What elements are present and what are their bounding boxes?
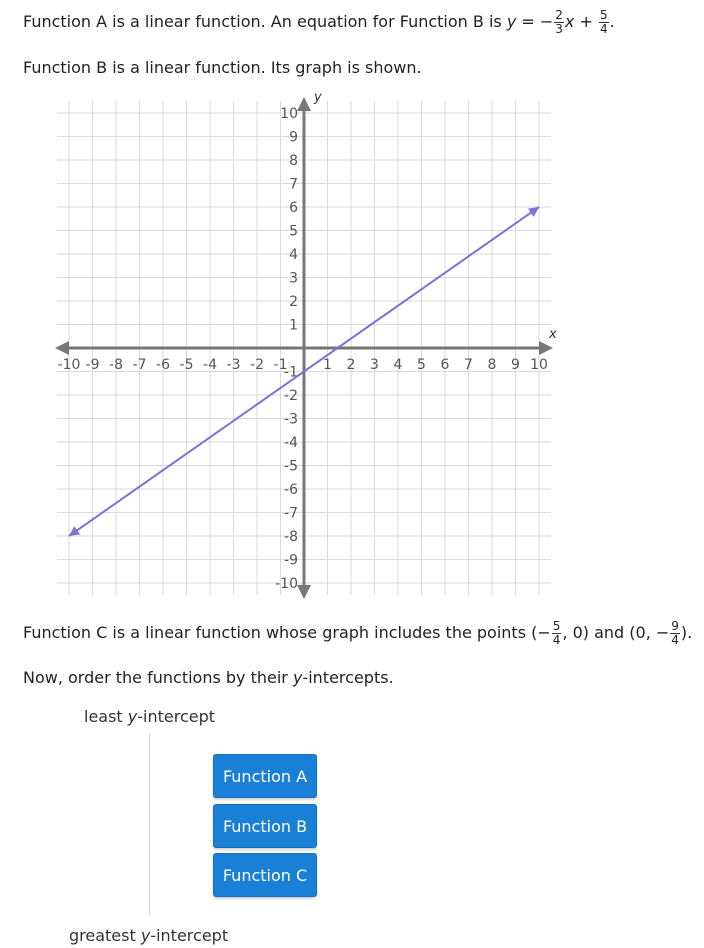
x-tick-label: -3 xyxy=(226,357,241,373)
x-axis-label: x xyxy=(549,327,557,342)
x-tick-label: 5 xyxy=(417,357,426,373)
fraction-five-fourths-c: $\frac{5}{4}$ xyxy=(552,619,561,647)
x-tick-label: 3 xyxy=(370,357,379,373)
y-tick-label: 9 xyxy=(289,129,298,146)
order-axis-divider xyxy=(149,734,150,916)
y-tick-label: -8 xyxy=(284,529,298,545)
line-end-arrow xyxy=(528,207,539,217)
y-tick-label: -2 xyxy=(284,388,298,404)
fraction-five-fourths: $\frac{5}{4}$ xyxy=(599,8,608,36)
y-tick-label: 4 xyxy=(289,247,298,263)
y-tick-label: 2 xyxy=(289,294,298,310)
x-tick-label: 9 xyxy=(511,357,520,373)
y-tick-label: -5 xyxy=(284,458,298,475)
x-tick-label: -7 xyxy=(132,357,147,373)
y-axis-label: y xyxy=(314,92,322,105)
x-tick-label: 10 xyxy=(530,357,548,373)
x-tick-label: 2 xyxy=(346,357,356,373)
x-tick-label: 6 xyxy=(440,357,450,373)
y-tick-label: -9 xyxy=(284,552,298,569)
greatest-intercept-label: greatest y-intercept xyxy=(69,926,229,945)
x-tick-label: -8 xyxy=(109,357,123,373)
y-tick-label: 7 xyxy=(289,176,298,193)
x-axis-right-arrow xyxy=(539,341,553,355)
x-tick-label: 1 xyxy=(323,357,332,373)
line-start-arrow xyxy=(69,526,80,536)
y-tick-label: -1 xyxy=(284,364,298,381)
y-tick-label: -6 xyxy=(284,482,298,498)
intro-line-b: Function B is a linear function. Its graph is shown. xyxy=(23,58,422,77)
y-tick-label: 10 xyxy=(280,106,298,122)
x-tick-label: -5 xyxy=(179,357,194,373)
y-tick-label: -3 xyxy=(284,411,298,428)
x-tick-label: 7 xyxy=(464,357,473,373)
axes xyxy=(55,97,553,599)
x-tick-label: 4 xyxy=(393,357,403,373)
y-tick-label: 3 xyxy=(289,270,298,287)
y-tick-label: -10 xyxy=(275,576,298,592)
y-axis-bottom-arrow xyxy=(297,585,311,599)
y-tick-label: 6 xyxy=(289,200,298,216)
order-prompt: Now, order the functions by their y-intercepts. xyxy=(23,668,394,687)
y-tick-label: 5 xyxy=(289,223,298,240)
tick-labels xyxy=(58,92,557,592)
fraction-two-thirds: $\frac{2}{3}$ xyxy=(555,8,563,36)
intro-line-c: Function C is a linear function whose graph includes the points (− $\frac{5}{4}$ , 0) and (0, − $\frac{9}{4}$ ). xyxy=(23,619,693,647)
y-axis-top-arrow xyxy=(297,97,311,111)
y-tick-label: 8 xyxy=(289,153,298,169)
y-tick-label: -7 xyxy=(284,505,298,522)
y-tick-label: 1 xyxy=(289,317,298,334)
x-tick-label: -9 xyxy=(85,357,100,373)
fraction-nine-fourths: $\frac{9}{4}$ xyxy=(671,619,679,647)
x-tick-label: 8 xyxy=(487,357,497,373)
least-intercept-label: least y-intercept xyxy=(84,707,216,726)
x-axis-left-arrow xyxy=(55,341,69,355)
x-tick-label: -1 xyxy=(273,357,288,373)
function-a-tile[interactable]: Function A xyxy=(213,754,317,798)
x-tick-label: -4 xyxy=(203,357,217,373)
function-c-tile[interactable]: Function C xyxy=(213,853,317,897)
x-tick-label: -10 xyxy=(57,357,81,373)
y-tick-label: -4 xyxy=(284,435,298,451)
function-b-graph xyxy=(46,92,566,600)
x-tick-label: -6 xyxy=(156,357,170,373)
function-b-tile[interactable]: Function B xyxy=(213,804,317,848)
intro-line-a: Function A is a linear function. An equation for Function B is y = − $\frac{2}{3}$ x + $\frac{5}{4}$ . xyxy=(23,8,615,36)
x-tick-label: -2 xyxy=(250,357,264,373)
